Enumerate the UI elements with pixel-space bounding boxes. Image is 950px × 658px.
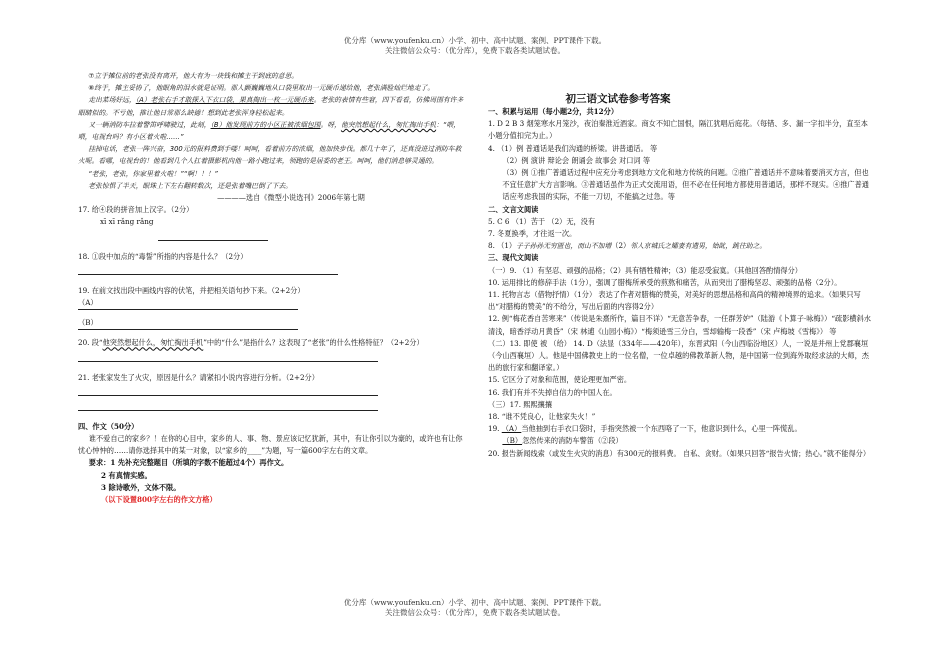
essay-prompt: 谁不爱自己的家乡？！在你的心目中，家乡的人、事、物、景应该记忆犹新，其中，有让你引以为豪的，或许也有让你忧心忡忡的……请你选择其中的某一对象，以“家乡的____”为题，写一篇600字左右的文章。 [78,434,463,456]
story-paragraph-13: 老张惊惧了半天，眼珠上下左右翻转数次，还是张着嘴巴倒了下去。 [88,181,293,190]
answer-11: 11. 托物言志（借物抒情）（1分） 表达了作者对腊梅的赞美，对美好的思想品格和高尚的精神境界的追求。（如果只写出“对腊梅的赞美”的不给分，写出后面的内容得2分） [488,290,861,312]
p9-end: 。老张的表情有些窘，四下看看，仿佛周围有许多眼睛似的。不亏他，推让他日常那么缺德！想到此老张浑身轻松起来。 [78,96,464,117]
p10-start: 又一辆消防车拉着警笛呼啸驶过，此刻， [88,120,211,129]
header-line-1: 优分库（www.youfenku.cn）小学、初中、高中试题、案例、PPT课件下载。 [343,36,607,45]
q20-end: ”中的“什么”是指什么？这表现了“老张”的什么性格特征？（2+2分） [203,338,424,348]
a8-text-2: 邻人京城氏之孀妻有遗男，始龀，跳往助之。 [630,242,767,251]
answer-9: （一）9. （1）有坚忍、顽强的品格；（2）具有牺牲精神；（3）能忍受寂寞。（其他回答酌情得分） [488,265,802,275]
answer-10: 10. 运用排比的修辞手法（1分），强调了腊梅所承受的煎熬和痛苦，从而突出了腊梅坚忍、顽强的品格（2分）。 [488,277,842,287]
p10-underline-b: （B）他发现前方的小区正被浓烟包围 [210,120,321,129]
answer-19-b [502,435,872,447]
p10-end: ：“喂，喂，电视台吗？有小区着火啦……” [78,120,461,142]
q20-answer-line[interactable] [78,350,378,362]
question-17: 17. 给④段的拼音加上汉字。（2分） [78,205,194,215]
p9-start: 走出菜场好远， [88,96,136,105]
a8-label-2: （2） [611,241,631,251]
page-header [0,36,950,56]
essay-req-2: 2 有真情实感。 [101,470,152,480]
a19-num: 19. [488,424,500,434]
answer-7: 7. 冬夏换季，才往返一次。 [488,229,577,239]
answer-17: （三）17. 熙熙攘攘 [488,399,553,409]
section-2-heading: 二、文言文阅读 [488,204,539,214]
q19-label-a[interactable]: （A） [78,297,298,310]
q18-answer-line[interactable] [78,263,338,275]
a19-label-b: （B） [502,436,523,446]
story-paragraph-9 [78,94,464,118]
answer-15: 15. 它区分了对象和范围，使论理更加严密。 [488,375,632,385]
header-line-2: 关注微信公众号：（优分库），免费下载各类试题试卷。 [385,46,565,55]
essay-grid-note: （以下设置800字左右的作文方格） [101,495,217,505]
section-3-heading: 三、现代文阅读 [488,253,539,263]
a8-label-1: 8. （1） [488,241,517,251]
essay-req-1: 要求：1 先补充完整题目（所填的字数不能超过4个）再作文。 [88,458,289,468]
answer-13-14: （二）13. 即使 被 （给） 14. D（法显（334年——420年），东晋武阳（今山西临汾地区）人，一说是并州上党郡襄垣（今山西襄垣）人。他是中国佛教史上的一位名僧，一位卓越的佛教革新人物，是中国第一位到海外取经求法的大师，杰出的旅行家和翻译家。） [488,338,869,373]
p10-wavy: 他突然想起什么，匆忙掏出手机 [340,120,437,129]
story-paragraph-10 [78,119,464,143]
answer-18: 18. “谁不凭良心，让他家失火！” [488,412,596,422]
question-18: 18. ①段中加点的“毒誓”所指的内容是什么？（2分） [78,251,248,261]
q21-answer-line-1[interactable] [78,384,378,396]
q19-label-b[interactable]: （B） [78,317,298,330]
p10-mid: 。呀， [320,120,341,129]
a19-text-b: 忽然传来的消防车警笛（②段） [522,436,623,446]
a19-text-a: 当他抽到右手衣口袋时，手指突然被一个东西咯了一下，他意识到什么，心里一阵慌乱。 [521,424,802,434]
a8-text-1: 子子孙孙无穷匮也，而山不加增 [516,242,612,251]
answer-1: 1. D 2 B 3 烟笼寒水月笼沙，夜泊秦淮近酒家。商女不知亡国恨，隔江犹唱后庭花。（每错、多、漏一字扣半分，直至本小题分值扣完为止。） [488,119,868,141]
answer-12: 12. 例“梅花香自苦寒来”（传说是朱熹所作，篇目不详）“无意苦争春，一任群芳妒”（陆游《卜算子·咏梅》）“疏影横斜水清浅，暗香浮动月黄昏”（宋 林逋《山园小梅》）“梅须逊雪三分白，雪却输梅一段香”（宋 卢梅坡《雪梅》） 等 [488,314,871,336]
story-paragraph-12: “老张，老张，你家里着火啦！”“啊！！！” [88,169,218,178]
q17-answer-line[interactable] [158,229,268,241]
essay-req-3: 3 除诗歌外，文体不限。 [101,482,181,492]
footer-line-1: 优分库（www.youfenku.cn）小学、初中、高中试题、案例、PPT课件下载。 [343,598,607,607]
q20-wavy: 他突然想起什么，匆忙掏出手机 [102,338,204,348]
footer-line-2: 关注微信公众号：（优分库），免费下载各类试题试卷。 [385,608,565,617]
answer-4: 4. （1）例 普通话是我们沟通的桥梁。讲普通话。 等 [488,143,658,153]
answer-key-title: 初三语文试卷参考答案 [565,93,671,105]
story-source: ————选自《微型小说选刊》2006年第七期 [217,193,365,203]
q21-answer-line-2[interactable] [78,399,378,411]
section-1-heading: 一、积累与运用（每小题2分，共12分） [488,107,619,116]
answer-4-2: （2）例 演讲 辩论会 朗诵会 故事会 对口词 等 [502,155,651,165]
story-paragraph-8: ⑧终于，摊主妥协了，他眼角的泪水就是证明。那人颤巍巍地从口袋里取出一元硬币递给他，老张满脸灿烂地走了。 [88,84,435,93]
question-19: 19. 在前文找出段中画线内容的伏笔，并把相关语句抄下来。（2+2分） [78,285,305,295]
story-paragraph-7: ⑦立于摊位前的老张没有离开，他大有为一块钱和摊主干到底的意思。 [88,72,299,80]
right-column [488,106,872,460]
answer-19 [488,423,872,435]
answer-4-3: （3）例 ①推广普通话过程中应充分考虑到地方文化和地方传统的问题。②推广普通话并不意味着要消灭方言，但也不宜任意扩大方言影响。③普通话虽作为正式交流用语，但不必在任何地方都使用普通话，那样不现实。④推广普通话应考虑我国的实际，不能一刀切，不能搞之过急。等 [502,168,869,202]
q17-pinyin: xī xī rǎng rǎng [100,217,154,227]
left-column [78,70,464,506]
p9-underline-a: （A）老张右手才敢探入下衣口袋，果真掏出一枚一元硬币来 [135,96,314,105]
answer-8 [488,240,872,252]
question-21: 21. 老张家发生了火灾，原因是什么？请紧扣小说内容进行分析。（2+2分） [78,372,319,382]
page-footer [0,598,950,618]
essay-title: 四、作文（50分） [78,421,139,431]
q20-start: 20. 段“ [78,338,103,348]
answer-16: 16. 我们有并不失掉自信力的中国人在。 [488,387,617,397]
question-20 [78,337,464,349]
answer-5-6: 5. C 6 （1）苦于 （2）无，没有 [488,216,596,226]
story-paragraph-11: 挂掉电话，老张一阵兴奋，300元的报料费到手喽！呵呵，看着前方的浓烟，他加快步伐。都几十年了，还真没进过消防车救火呢。看哪，电视台的！他看到几个人扛着摄影机向他一路小跑过来，领跑的是居委的老王。呵呵，他们消息够灵通的。 [78,145,462,166]
a19-label-a: （A） [501,424,522,434]
answer-20: 20. 报告新闻线索（或发生火灾的消息）有300元的报料费。 自私、贪财。（如果只回答“报告火情；热心。”就不能得分） [488,448,871,458]
